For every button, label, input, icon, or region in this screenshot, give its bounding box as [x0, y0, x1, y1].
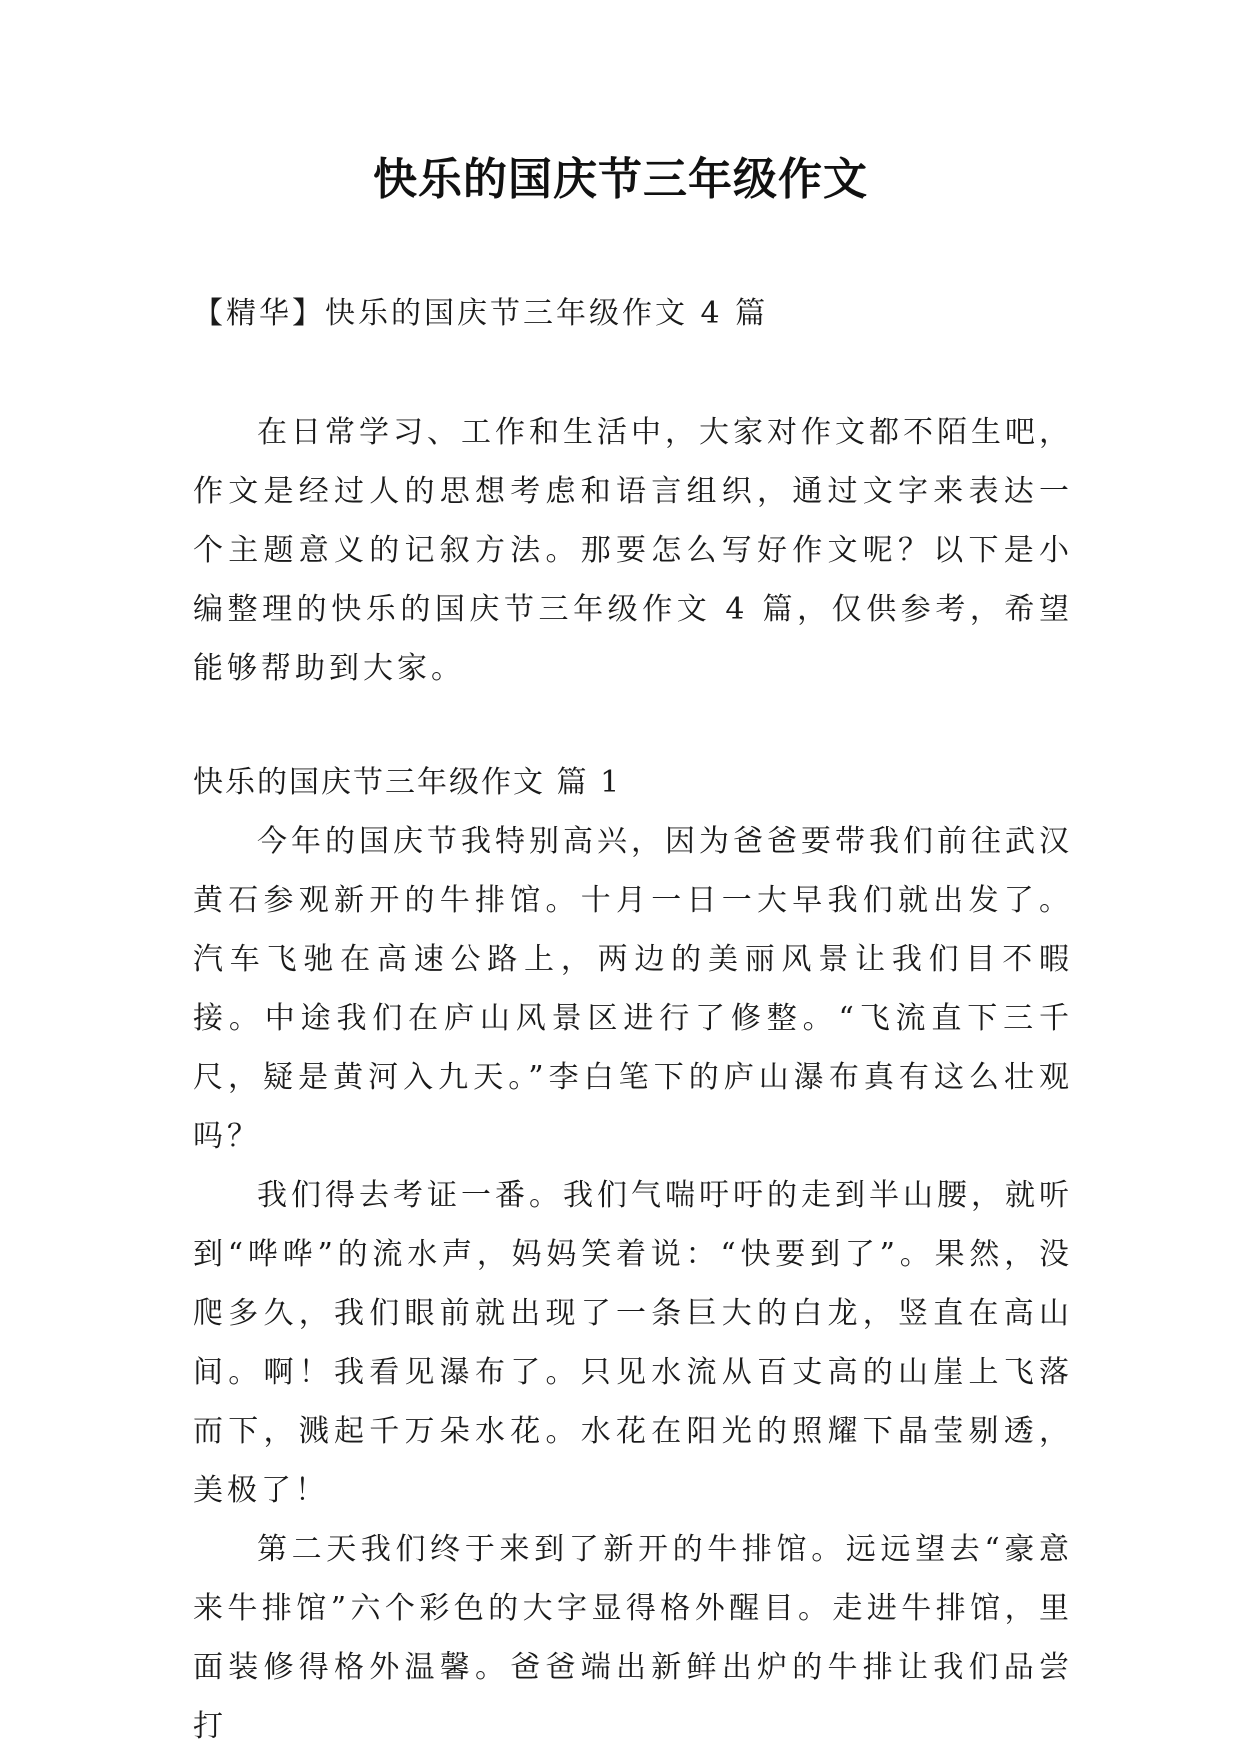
- essay-paragraph: 第二天我们终于来到了新开的牛排馆。远远望去“豪意来牛排馆”六个彩色的大字显得格外醒目。走进牛排馆，里面装修得格外温馨。爸爸端出新鲜出炉的牛排让我们品尝打: [193, 1532, 1073, 1744]
- essay-paragraph: 今年的国庆节我特别高兴，因为爸爸要带我们前往武汉黄石参观新开的牛排馆。十月一日一大早我们就出发了。汽车飞驰在高速公路上，两边的美丽风景让我们目不暇接。中途我们在庐山风景区进行了修整。“飞流直下三千尺，疑是黄河入九天。”李白笔下的庐山瀑布真有这么壮观吗？: [193, 824, 1073, 1154]
- document-subtitle: 【精华】快乐的国庆节三年级作文 4 篇: [193, 296, 769, 331]
- intro-paragraph: 在日常学习、工作和生活中，大家对作文都不陌生吧，作文是经过人的思想考虑和语言组织，通过文字来表达一个主题意义的记叙方法。那要怎么写好作文呢？以下是小编整理的快乐的国庆节三年级作文 4 篇，仅供参考，希望能够帮助到大家。: [193, 415, 1073, 686]
- document-title: 快乐的国庆节三年级作文: [373, 154, 868, 205]
- essay-paragraph: 我们得去考证一番。我们气喘吁吁的走到半山腰，就听到“哗哗”的流水声，妈妈笑着说：“快要到了”。果然，没爬多久，我们眼前就出现了一条巨大的白龙，竖直在高山间。啊！我看见瀑布了。只见水流从百丈高的山崖上飞落而下，溅起千万朵水花。水花在阳光的照耀下晶莹剔透，美极了！: [193, 1178, 1073, 1508]
- essay-body: [193, 812, 1073, 1756]
- section-heading: 快乐的国庆节三年级作文 篇 1: [193, 765, 622, 800]
